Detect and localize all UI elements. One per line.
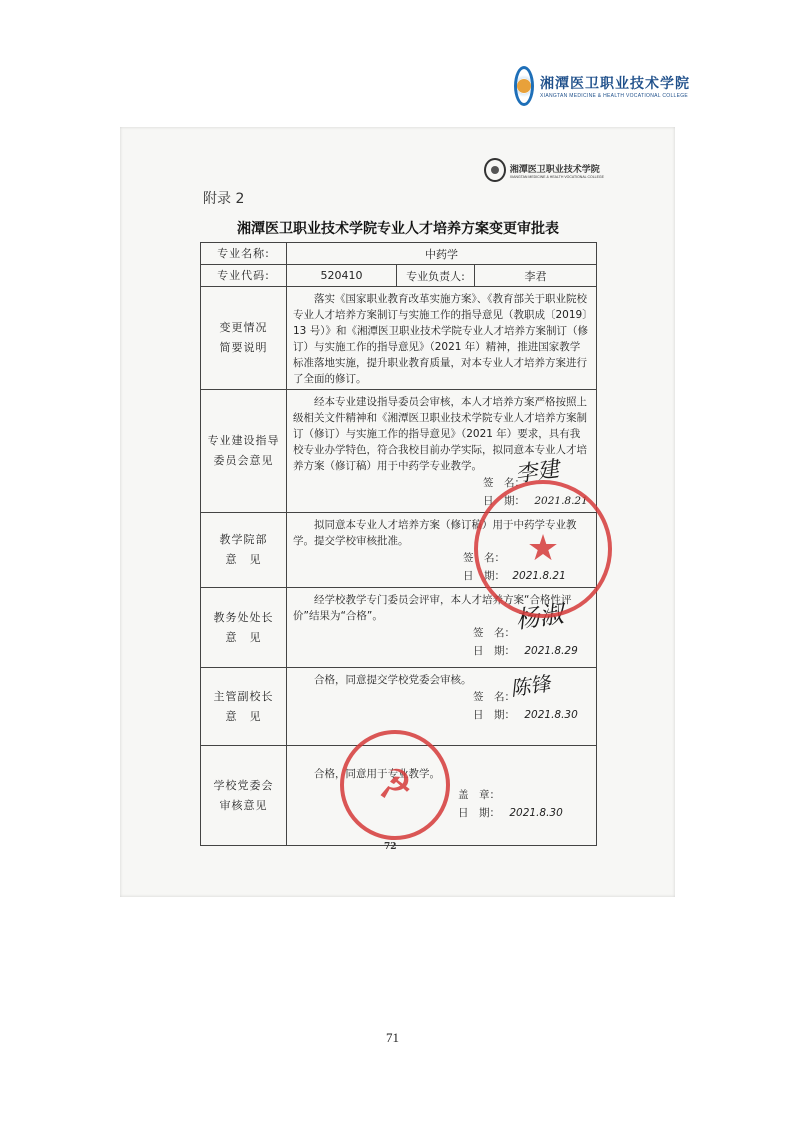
academic-label: [201, 588, 287, 668]
row-major-code: [201, 265, 597, 287]
leader-label: 专业负责人:: [397, 265, 475, 287]
vp-label-line2: 意 见: [225, 709, 262, 723]
vp-label-line1: 主管副校长: [213, 689, 274, 703]
committee-date-label: 日 期：: [483, 495, 525, 507]
change-text: [287, 287, 597, 390]
scan-page-number: 72: [384, 842, 397, 852]
party-label-line2: 审核意见: [219, 798, 268, 812]
academic-signature: 杨淑: [513, 599, 566, 635]
appendix-label: 附录 2: [203, 191, 245, 207]
college-logo-header: [514, 62, 690, 110]
party-text: 合格，同意用于专业教学。: [314, 768, 440, 780]
party-date-label: 日 期：: [458, 807, 500, 819]
college-name-en: XIANGTAN MEDICINE & HEALTH VOCATIONAL COLLEGE: [540, 93, 689, 99]
change-description: 落实《国家职业教育改革实施方案》、《教育部关于职业院校专业人才培养方案制订与实施工作的指导意见（教职成〔2019〕13 号）》和《湘潭医卫职业技术学院专业人才培养方案制订（修订）与实施工作的指导意见》（2021 年）精神，推进国家教学标准落地实施，提升职业教育质量，对本专业人才培养方案进行了全面的修订。: [293, 293, 588, 385]
committee-label-line2: 委员会意见: [213, 454, 274, 467]
dept-sign-label: 签 名：: [463, 552, 505, 564]
party-date-hand: 2021.8.30: [509, 807, 563, 819]
college-seal-stamp: ★: [474, 480, 612, 618]
party-committee-seal-stamp: ☭: [340, 730, 450, 840]
academic-date-hand: 2021.8.29: [524, 645, 578, 657]
major-name-value: 中药学: [287, 243, 597, 265]
committee-label-line1: 专业建设指导: [207, 434, 280, 447]
vp-date-label: 日 期：: [473, 709, 515, 721]
row-change: [201, 287, 597, 390]
scan-college-name-cn: 湘潭医卫职业技术学院: [509, 164, 600, 175]
committee-text: 经本专业建设指导委员会审核，本人才培养方案严格按照上级相关文件精神和《湘潭医卫职业技术学院专业人才培养方案制订（修订）与实施工作的指导意见》（2021 年）要求，具有我校专业办学特色，符合我校目前办学实际，拟同意本专业人才培养方案（修订稿）用于中药学专业教学。: [293, 396, 587, 472]
dept-date-hand: 2021.8.21: [512, 570, 566, 582]
academic-sign-label: 签 名：: [473, 627, 515, 639]
committee-label: [201, 390, 287, 513]
vp-label: [201, 668, 287, 746]
dept-label: [201, 513, 287, 588]
scan-college-name-en: XIANGTAN MEDICINE & HEALTH VOCATIONAL COLLEGE: [509, 174, 604, 179]
college-name-cn: 湘潭医卫职业技术学院: [540, 76, 690, 92]
academic-date-label: 日 期：: [473, 645, 515, 657]
document-title: 湘潭医卫职业技术学院专业人才培养方案变更审批表: [237, 221, 559, 237]
major-code-value: 520410: [287, 265, 397, 287]
row-major-name: [201, 243, 597, 265]
leader-value: 李君: [475, 265, 597, 287]
committee-signature: 李建: [513, 457, 561, 488]
party-label: [201, 746, 287, 846]
major-name-label: 专业名称:: [201, 243, 287, 265]
vp-signature: 陈锋: [508, 671, 552, 701]
dept-text: 拟同意本专业人才培养方案（修订稿）用于中药学专业教学。提交学校审核批准。: [293, 519, 577, 547]
academic-label-line2: 意 见: [225, 630, 262, 644]
vp-sign-label: 签 名：: [473, 691, 515, 703]
college-logo-scan: [484, 155, 604, 185]
change-label-line2: 简要说明: [219, 341, 268, 354]
dept-label-line2: 意 见: [225, 553, 262, 566]
major-code-label: 专业代码:: [201, 265, 287, 287]
party-stamp-label: 盖 章：: [458, 789, 500, 801]
change-label-line1: 变更情况: [219, 321, 268, 334]
party-label-line1: 学校党委会: [213, 778, 274, 792]
page-number: 71: [386, 1030, 399, 1045]
change-label: [201, 287, 287, 390]
academic-text: 经学校教学专门委员会评审，本人才培养方案“合格性评价”结果为“合格”。: [293, 594, 572, 622]
committee-date-hand: 2021.8.21: [534, 495, 588, 507]
academic-label-line1: 教务处处长: [213, 610, 274, 624]
college-emblem-small-icon: [484, 158, 506, 182]
vp-opinion: [287, 668, 597, 746]
committee-sign-label: 签 名：: [483, 477, 525, 489]
dept-label-line1: 教学院部: [219, 533, 268, 546]
vp-date-hand: 2021.8.30: [524, 709, 578, 721]
dept-date-label: 日 期：: [463, 570, 505, 582]
vp-text: 合格，同意提交学校党委会审核。: [314, 674, 472, 686]
college-emblem-icon: [514, 66, 534, 106]
